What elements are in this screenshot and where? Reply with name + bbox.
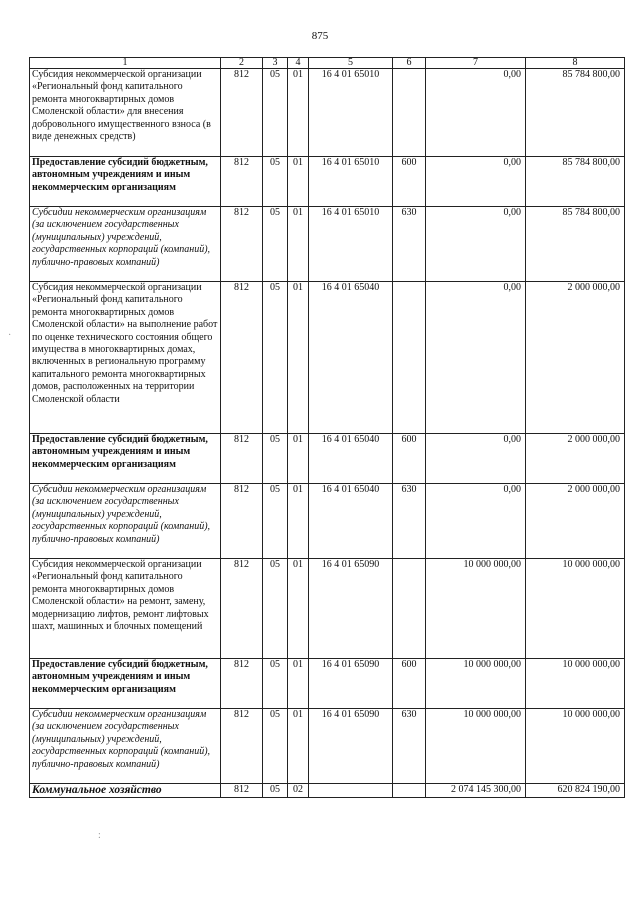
- budget-table: [29, 57, 625, 798]
- amount-2024-cell: 0,00: [426, 207, 526, 282]
- amount-2024-cell: 10 000 000,00: [426, 559, 526, 659]
- description-cell: Субсидия некоммерческой организации «Региональный фонд капитального ремонта многоквартирных домов Смоленской области» на ремонт, замену, модернизацию лифтов, ремонт лифтовых шахт, машинных и блочных помещений: [30, 559, 221, 659]
- subsection-code-cell: 01: [288, 157, 309, 207]
- subsection-code-cell: 01: [288, 69, 309, 157]
- column-header: 3: [263, 58, 288, 69]
- subsection-code-cell: 01: [288, 659, 309, 709]
- section-code-cell: 05: [263, 69, 288, 157]
- amount-2024-cell: 0,00: [426, 69, 526, 157]
- admin-code-cell: 812: [221, 434, 263, 484]
- page-number: 875: [311, 30, 329, 42]
- admin-code-cell: 812: [221, 157, 263, 207]
- subsection-code-cell: 01: [288, 559, 309, 659]
- expense-type-cell: 630: [393, 207, 426, 282]
- table-row: [30, 69, 625, 157]
- target-article-cell: 16 4 01 65040: [309, 434, 393, 484]
- description-cell: Субсидии некоммерческим организациям (за исключением государственных (муниципальных) учреждений, государственных корпораций (компаний), публично-правовых компаний): [30, 207, 221, 282]
- amount-2025-cell: 85 784 800,00: [526, 207, 625, 282]
- section-code-cell: 05: [263, 282, 288, 434]
- column-header: 6: [393, 58, 426, 69]
- section-code-cell: 05: [263, 157, 288, 207]
- amount-2024-cell: 10 000 000,00: [426, 659, 526, 709]
- admin-code-cell: 812: [221, 207, 263, 282]
- amount-2024-cell: 0,00: [426, 434, 526, 484]
- subsection-code-cell: 01: [288, 282, 309, 434]
- target-article-cell: 16 4 01 65090: [309, 559, 393, 659]
- admin-code-cell: 812: [221, 69, 263, 157]
- description-cell: Предоставление субсидий бюджетным, автономным учреждениям и иным некоммерческим организациям: [30, 659, 221, 709]
- target-article-cell: 16 4 01 65040: [309, 484, 393, 559]
- target-article-cell: [309, 784, 393, 798]
- description-cell: Предоставление субсидий бюджетным, автономным учреждениям и иным некоммерческим организациям: [30, 157, 221, 207]
- column-header: 5: [309, 58, 393, 69]
- amount-2025-cell: 85 784 800,00: [526, 157, 625, 207]
- subsection-code-cell: 01: [288, 484, 309, 559]
- description-cell: Субсидия некоммерческой организации «Региональный фонд капитального ремонта многоквартирных домов Смоленской области» для внесения добровольного имущественного взноса (в виде денежных средств): [30, 69, 221, 157]
- column-header: 8: [526, 58, 625, 69]
- section-code-cell: 05: [263, 659, 288, 709]
- expense-type-cell: 600: [393, 157, 426, 207]
- expense-type-cell: 630: [393, 484, 426, 559]
- subsection-code-cell: 02: [288, 784, 309, 798]
- amount-2025-cell: 10 000 000,00: [526, 709, 625, 784]
- section-code-cell: 05: [263, 484, 288, 559]
- description-cell: Коммунальное хозяйство: [30, 784, 221, 798]
- section-code-cell: 05: [263, 207, 288, 282]
- column-header: 1: [30, 58, 221, 69]
- table-row: [30, 282, 625, 434]
- subsection-code-cell: 01: [288, 434, 309, 484]
- admin-code-cell: 812: [221, 282, 263, 434]
- table-row: [30, 659, 625, 709]
- amount-2025-cell: 85 784 800,00: [526, 69, 625, 157]
- subsection-code-cell: 01: [288, 709, 309, 784]
- expense-type-cell: 600: [393, 659, 426, 709]
- description-cell: Предоставление субсидий бюджетным, автономным учреждениям и иным некоммерческим организациям: [30, 434, 221, 484]
- section-code-cell: 05: [263, 559, 288, 659]
- expense-type-cell: [393, 784, 426, 798]
- expense-type-cell: [393, 559, 426, 659]
- amount-2024-cell: 0,00: [426, 484, 526, 559]
- table-row: [30, 484, 625, 559]
- scan-mark: ·: [8, 330, 12, 341]
- table-row: [30, 784, 625, 798]
- amount-2025-cell: 10 000 000,00: [526, 559, 625, 659]
- amount-2025-cell: 2 000 000,00: [526, 434, 625, 484]
- admin-code-cell: 812: [221, 484, 263, 559]
- column-header: 2: [221, 58, 263, 69]
- table-header-row: [30, 58, 625, 69]
- expense-type-cell: 630: [393, 709, 426, 784]
- amount-2024-cell: 10 000 000,00: [426, 709, 526, 784]
- target-article-cell: 16 4 01 65010: [309, 157, 393, 207]
- table-row: [30, 157, 625, 207]
- target-article-cell: 16 4 01 65090: [309, 659, 393, 709]
- amount-2025-cell: 2 000 000,00: [526, 484, 625, 559]
- column-header: 4: [288, 58, 309, 69]
- target-article-cell: 16 4 01 65010: [309, 207, 393, 282]
- admin-code-cell: 812: [221, 709, 263, 784]
- section-code-cell: 05: [263, 434, 288, 484]
- amount-2024-cell: 2 074 145 300,00: [426, 784, 526, 798]
- amount-2025-cell: 10 000 000,00: [526, 659, 625, 709]
- expense-type-cell: [393, 282, 426, 434]
- description-cell: Субсидия некоммерческой организации «Региональный фонд капитального ремонта многоквартирных домов Смоленской области» на выполнение работ по оценке технического состояния общего имущества в многоквартирных домах, включенных в региональную программу капитального ремонта многоквартирных домов, расположенных на территории Смоленской области: [30, 282, 221, 434]
- target-article-cell: 16 4 01 65040: [309, 282, 393, 434]
- section-code-cell: 05: [263, 709, 288, 784]
- table-row: [30, 559, 625, 659]
- admin-code-cell: 812: [221, 659, 263, 709]
- description-cell: Субсидии некоммерческим организациям (за исключением государственных (муниципальных) учреждений, государственных корпораций (компаний), публично-правовых компаний): [30, 709, 221, 784]
- admin-code-cell: 812: [221, 559, 263, 659]
- amount-2024-cell: 0,00: [426, 157, 526, 207]
- table-row: [30, 709, 625, 784]
- column-header: 7: [426, 58, 526, 69]
- section-code-cell: 05: [263, 784, 288, 798]
- amount-2025-cell: 620 824 190,00: [526, 784, 625, 798]
- table-row: [30, 434, 625, 484]
- target-article-cell: 16 4 01 65090: [309, 709, 393, 784]
- description-cell: Субсидии некоммерческим организациям (за исключением государственных (муниципальных) учреждений, государственных корпораций (компаний), публично-правовых компаний): [30, 484, 221, 559]
- scan-mark: :: [98, 830, 101, 841]
- amount-2025-cell: 2 000 000,00: [526, 282, 625, 434]
- amount-2024-cell: 0,00: [426, 282, 526, 434]
- subsection-code-cell: 01: [288, 207, 309, 282]
- admin-code-cell: 812: [221, 784, 263, 798]
- expense-type-cell: 600: [393, 434, 426, 484]
- target-article-cell: 16 4 01 65010: [309, 69, 393, 157]
- expense-type-cell: [393, 69, 426, 157]
- table-row: [30, 207, 625, 282]
